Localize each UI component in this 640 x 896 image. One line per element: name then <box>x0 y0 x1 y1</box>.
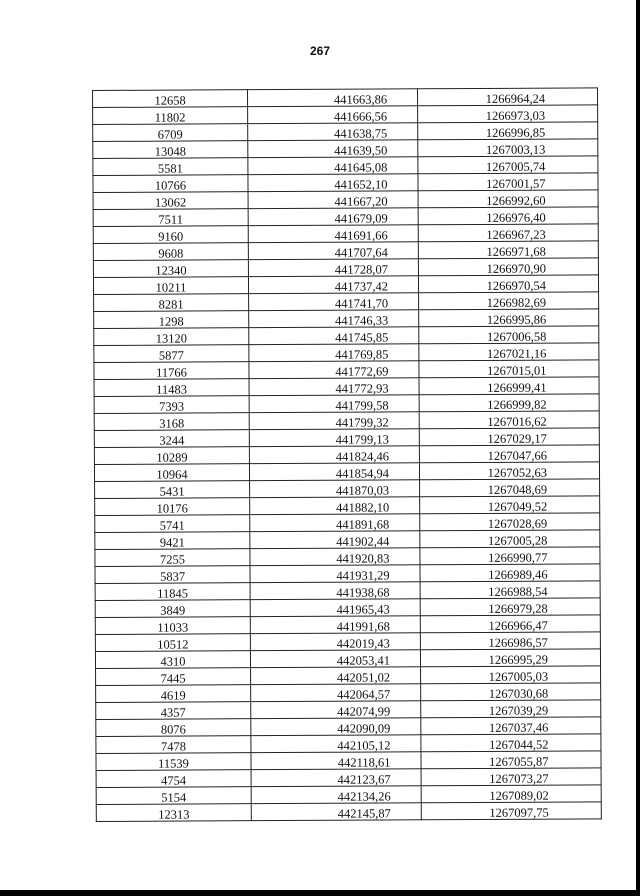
point-number-cell: 4754 <box>96 770 251 788</box>
point-number-cell: 9421 <box>95 532 250 550</box>
point-number-cell: 7255 <box>95 549 250 567</box>
x-coordinate-cell: 441772,69 <box>249 361 419 379</box>
point-number-cell: 3244 <box>94 430 249 448</box>
x-coordinate-cell: 441737,42 <box>248 276 418 294</box>
y-coordinate-cell: 1266995,86 <box>419 309 599 327</box>
y-coordinate-cell: 1267044,52 <box>421 734 601 752</box>
x-coordinate-cell: 441799,32 <box>249 412 419 430</box>
table-row <box>95 564 600 584</box>
table-row <box>96 666 601 686</box>
y-coordinate-cell: 1266992,60 <box>418 190 598 208</box>
table-row <box>95 513 600 533</box>
point-number-cell: 9160 <box>93 226 248 244</box>
table-row <box>94 309 599 329</box>
x-coordinate-cell: 441870,03 <box>250 480 420 498</box>
x-coordinate-cell: 441745,85 <box>249 327 419 345</box>
x-coordinate-cell: 441652,10 <box>248 174 418 192</box>
x-coordinate-cell: 441882,10 <box>250 497 420 515</box>
y-coordinate-cell: 1266979,28 <box>420 598 600 616</box>
x-coordinate-cell: 442074,99 <box>251 701 421 719</box>
y-coordinate-cell: 1267030,68 <box>421 683 601 701</box>
point-number-cell: 4619 <box>96 685 251 703</box>
point-number-cell: 12340 <box>93 260 248 278</box>
x-coordinate-cell: 441799,58 <box>249 395 419 413</box>
y-coordinate-cell: 1266970,90 <box>418 258 598 276</box>
point-number-cell: 7445 <box>96 668 251 686</box>
scan-edge-right <box>636 0 640 896</box>
x-coordinate-cell: 441746,33 <box>249 310 419 328</box>
y-coordinate-cell: 1267097,75 <box>421 802 601 820</box>
point-number-cell: 5154 <box>96 787 251 805</box>
y-coordinate-cell: 1267048,69 <box>420 479 600 497</box>
table-row <box>95 547 600 567</box>
table-row <box>95 632 600 652</box>
table-row <box>93 139 598 159</box>
x-coordinate-cell: 441666,56 <box>248 106 418 124</box>
table-row <box>93 275 598 295</box>
point-number-cell: 12313 <box>96 804 251 822</box>
y-coordinate-cell: 1266996,85 <box>418 122 598 140</box>
x-coordinate-cell: 441902,44 <box>250 531 420 549</box>
y-coordinate-cell: 1266995,29 <box>420 649 600 667</box>
table-row <box>93 241 598 261</box>
x-coordinate-cell: 441920,83 <box>250 548 420 566</box>
x-coordinate-cell: 441769,85 <box>249 344 419 362</box>
table-row <box>94 360 599 380</box>
point-number-cell: 7478 <box>96 736 251 754</box>
point-number-cell: 11766 <box>94 362 249 380</box>
point-number-cell: 7393 <box>94 396 249 414</box>
x-coordinate-cell: 442019,43 <box>250 633 420 651</box>
table-row <box>93 173 598 193</box>
point-number-cell: 12658 <box>93 90 248 108</box>
point-number-cell: 6709 <box>93 124 248 142</box>
table-row <box>94 445 599 465</box>
table-row <box>94 411 599 431</box>
y-coordinate-cell: 1266973,03 <box>418 105 598 123</box>
coordinates-table-container <box>92 87 601 822</box>
x-coordinate-cell: 441938,68 <box>250 582 420 600</box>
y-coordinate-cell: 1267005,74 <box>418 156 598 174</box>
point-number-cell: 10964 <box>94 464 249 482</box>
table-row <box>96 717 601 737</box>
table-row <box>93 190 598 210</box>
table-row <box>95 581 600 601</box>
point-number-cell: 10176 <box>95 498 250 516</box>
y-coordinate-cell: 1266986,57 <box>420 632 600 650</box>
y-coordinate-cell: 1266999,82 <box>419 394 599 412</box>
x-coordinate-cell: 441638,75 <box>248 123 418 141</box>
table-row <box>93 122 598 142</box>
x-coordinate-cell: 442134,26 <box>251 786 421 804</box>
x-coordinate-cell: 441679,09 <box>248 208 418 226</box>
table-row <box>95 598 600 618</box>
y-coordinate-cell: 1267005,28 <box>420 530 600 548</box>
table-row <box>93 105 598 125</box>
page-number: 267 <box>309 44 331 58</box>
table-row <box>93 207 598 227</box>
x-coordinate-cell: 442105,12 <box>251 735 421 753</box>
y-coordinate-cell: 1266971,68 <box>418 241 598 259</box>
table-row <box>94 428 599 448</box>
point-number-cell: 5877 <box>94 345 249 363</box>
coordinates-table-body <box>93 88 602 822</box>
table-row <box>96 802 601 822</box>
x-coordinate-cell: 441772,93 <box>249 378 419 396</box>
y-coordinate-cell: 1266970,54 <box>418 275 598 293</box>
table-row <box>93 156 598 176</box>
point-number-cell: 9608 <box>93 243 248 261</box>
point-number-cell: 3849 <box>95 600 250 618</box>
point-number-cell: 11033 <box>95 617 250 635</box>
table-row <box>96 785 601 805</box>
point-number-cell: 5837 <box>95 566 250 584</box>
y-coordinate-cell: 1266966,47 <box>420 615 600 633</box>
point-number-cell: 8076 <box>96 719 251 737</box>
point-number-cell: 7511 <box>93 209 248 227</box>
y-coordinate-cell: 1267049,52 <box>420 496 600 514</box>
x-coordinate-cell: 441854,94 <box>249 463 419 481</box>
point-number-cell: 1298 <box>94 311 249 329</box>
table-row <box>95 479 600 499</box>
y-coordinate-cell: 1267073,27 <box>421 768 601 786</box>
y-coordinate-cell: 1266990,77 <box>420 547 600 565</box>
point-number-cell: 11539 <box>96 753 251 771</box>
y-coordinate-cell: 1267037,46 <box>421 717 601 735</box>
point-number-cell: 13048 <box>93 141 248 159</box>
x-coordinate-cell: 442145,87 <box>251 803 421 821</box>
point-number-cell: 4357 <box>96 702 251 720</box>
point-number-cell: 10289 <box>94 447 249 465</box>
point-number-cell: 13120 <box>94 328 249 346</box>
y-coordinate-cell: 1267055,87 <box>421 751 601 769</box>
y-coordinate-cell: 1266999,41 <box>419 377 599 395</box>
table-row <box>95 530 600 550</box>
y-coordinate-cell: 1267003,13 <box>418 139 598 157</box>
point-number-cell: 11802 <box>93 107 248 125</box>
point-number-cell: 5741 <box>95 515 250 533</box>
table-row <box>96 700 601 720</box>
point-number-cell: 10211 <box>93 277 248 295</box>
point-number-cell: 4310 <box>95 651 250 669</box>
y-coordinate-cell: 1267052,63 <box>419 462 599 480</box>
x-coordinate-cell: 442118,61 <box>251 752 421 770</box>
y-coordinate-cell: 1267001,57 <box>418 173 598 191</box>
y-coordinate-cell: 1266989,46 <box>420 564 600 582</box>
point-number-cell: 8281 <box>94 294 249 312</box>
x-coordinate-cell: 442053,41 <box>250 650 420 668</box>
table-row <box>95 649 600 669</box>
x-coordinate-cell: 441728,07 <box>248 259 418 277</box>
table-row <box>94 326 599 346</box>
table-row <box>94 343 599 363</box>
y-coordinate-cell: 1267016,62 <box>419 411 599 429</box>
table-row <box>93 88 598 108</box>
x-coordinate-cell: 441691,66 <box>248 225 418 243</box>
table-row <box>93 224 598 244</box>
point-number-cell: 11845 <box>95 583 250 601</box>
y-coordinate-cell: 1267028,69 <box>420 513 600 531</box>
x-coordinate-cell: 441645,08 <box>248 157 418 175</box>
point-number-cell: 3168 <box>94 413 249 431</box>
x-coordinate-cell: 442051,02 <box>251 667 421 685</box>
y-coordinate-cell: 1266988,54 <box>420 581 600 599</box>
point-number-cell: 5431 <box>95 481 250 499</box>
y-coordinate-cell: 1266967,23 <box>418 224 598 242</box>
x-coordinate-cell: 441891,68 <box>250 514 420 532</box>
x-coordinate-cell: 441799,13 <box>249 429 419 447</box>
table-row <box>94 394 599 414</box>
y-coordinate-cell: 1267005,03 <box>421 666 601 684</box>
x-coordinate-cell: 442064,57 <box>251 684 421 702</box>
y-coordinate-cell: 1267006,58 <box>419 326 599 344</box>
scan-edge-bottom <box>0 890 640 896</box>
table-row <box>94 292 599 312</box>
x-coordinate-cell: 441965,43 <box>250 599 420 617</box>
x-coordinate-cell: 441991,68 <box>250 616 420 634</box>
table-row <box>96 768 601 788</box>
y-coordinate-cell: 1266964,24 <box>417 88 597 106</box>
point-number-cell: 10766 <box>93 175 248 193</box>
x-coordinate-cell: 442123,67 <box>251 769 421 787</box>
point-number-cell: 13062 <box>93 192 248 210</box>
table-row <box>93 258 598 278</box>
point-number-cell: 11483 <box>94 379 249 397</box>
table-row <box>94 377 599 397</box>
y-coordinate-cell: 1267015,01 <box>419 360 599 378</box>
table-row <box>95 615 600 635</box>
table-row <box>96 683 601 703</box>
x-coordinate-cell: 441667,20 <box>248 191 418 209</box>
table-row <box>95 496 600 516</box>
table-row <box>96 751 601 771</box>
coordinates-table <box>92 87 602 822</box>
x-coordinate-cell: 442090,09 <box>251 718 421 736</box>
point-number-cell: 5581 <box>93 158 248 176</box>
y-coordinate-cell: 1266982,69 <box>419 292 599 310</box>
x-coordinate-cell: 441639,50 <box>248 140 418 158</box>
x-coordinate-cell: 441824,46 <box>249 446 419 464</box>
y-coordinate-cell: 1267021,16 <box>419 343 599 361</box>
x-coordinate-cell: 441707,64 <box>248 242 418 260</box>
table-row <box>96 734 601 754</box>
y-coordinate-cell: 1267039,29 <box>421 700 601 718</box>
point-number-cell: 10512 <box>95 634 250 652</box>
x-coordinate-cell: 441931,29 <box>250 565 420 583</box>
y-coordinate-cell: 1267089,02 <box>421 785 601 803</box>
y-coordinate-cell: 1267047,66 <box>419 445 599 463</box>
x-coordinate-cell: 441741,70 <box>249 293 419 311</box>
y-coordinate-cell: 1266976,40 <box>418 207 598 225</box>
table-row <box>94 462 599 482</box>
x-coordinate-cell: 441663,86 <box>248 89 418 107</box>
y-coordinate-cell: 1267029,17 <box>419 428 599 446</box>
